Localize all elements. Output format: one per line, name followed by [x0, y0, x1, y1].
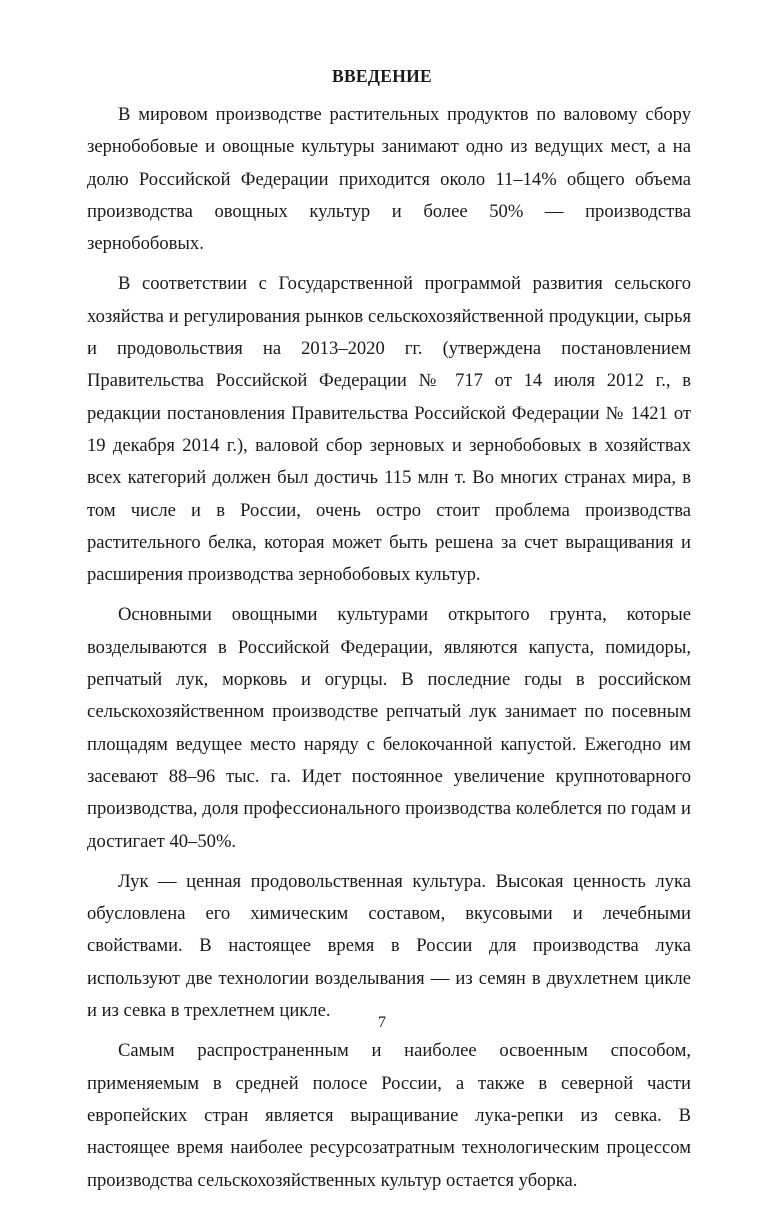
section-heading: ВВЕДЕНИЕ — [331, 66, 433, 86]
page-number: 7 — [378, 1014, 386, 1031]
paragraph: В соответствии с Государственной программой развития сельского хозяйства и регулирования рынков сельскохозяйственной продукции, сырья и продовольствия на 2013–2020 гг. (утверждена постановлением Правительства Российской Федерации № 717 от 14 июля 2012 г., в редакции постановления Правительства Российской Федерации № 1421 от 19 декабря 2014 г.), валовой сбор зерновых и зернобобовых в хозяйствах всех категорий должен был достичь 115 млн т. Во многих странах мира, в том числе и в России, очень остро стоит проблема производства растительного белка, которая может быть решена за счет выращивания и расширения производства зернобобовых культур. — [87, 273, 691, 586]
paragraph: В мировом производстве растительных продуктов по валовому сбору зернобобовые и овощные культуры занимают одно из ведущих мест, а на долю Российской Федерации приходится около 11–14% общего объема производства овощных культур и более 50% — производства зернобобовых. — [87, 104, 691, 255]
body-text — [87, 99, 691, 1205]
paragraph: Самым распространенным и наиболее освоенным способом, применяемым в средней полосе России, а также в северной части европейских стран является выращивание лука-репки из севка. В настоящее время наиболее ресурсозатратным технологическим процессом производства сельскохозяйственных культур остается уборка. — [87, 1040, 691, 1191]
paragraph: Основными овощными культурами открытого грунта, которые возделываются в Российской Федерации, являются капуста, помидоры, репчатый лук, морковь и огурцы. В последние годы в российском сельскохозяйственном производстве репчатый лук занимает по посевным площадям ведущее место наряду с белокочанной капустой. Ежегодно им засевают 88–96 тыс. га. Идет постоянное увеличение крупнотоварного производства, доля профессионального производства колеблется по годам и достигает 40–50%. — [87, 604, 691, 852]
paragraph: Лук — ценная продовольственная культура. Высокая ценность лука обусловлена его химическим составом, вкусовыми и лечебными свойствами. В настоящее время в России для производства лука используют две технологии возделывания — из семян в двухлетнем цикле и из севка в трехлетнем цикле. — [87, 870, 691, 1022]
